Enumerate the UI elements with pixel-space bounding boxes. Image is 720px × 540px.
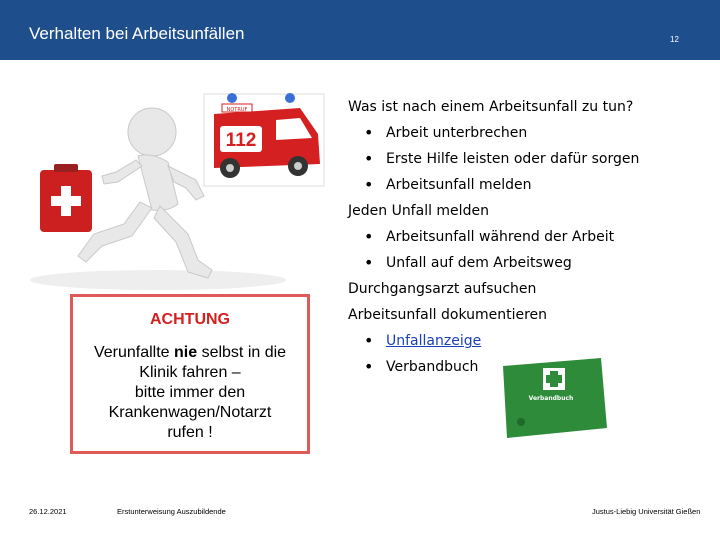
heading-report-accident: Jeden Unfall melden <box>348 203 489 219</box>
warning-text-post: selbst in die <box>197 344 287 361</box>
warning-line-2: Klinik fahren – <box>139 364 241 381</box>
bullet-icon: • <box>364 331 374 350</box>
warning-text <box>73 343 307 443</box>
content-list <box>348 97 698 383</box>
bullet-icon: • <box>364 227 374 246</box>
ambulance-icon <box>204 93 324 186</box>
page-number: 12 <box>670 35 679 44</box>
svg-text:112: 112 <box>225 130 257 151</box>
list-item-text: Arbeitsunfall während der Arbeit <box>386 229 615 245</box>
list-item-text: Erste Hilfe leisten oder dafür sorgen <box>386 151 640 167</box>
header-bar <box>0 0 720 60</box>
bullet-icon: • <box>364 357 374 376</box>
heading-document-accident: Arbeitsunfall dokumentieren <box>348 307 548 323</box>
svg-text:NOTRUF: NOTRUF <box>226 107 248 113</box>
warning-text-emphasis: nie <box>174 344 198 361</box>
warning-line-3: bitte immer den <box>134 384 246 401</box>
list-item <box>348 331 698 357</box>
list-item <box>348 149 698 175</box>
first-aid-kit-icon <box>40 164 92 232</box>
list-item <box>348 175 698 201</box>
bullet-icon: • <box>364 175 374 194</box>
list-item <box>348 253 698 279</box>
first-aid-book-icon <box>501 358 609 438</box>
accident-report-link[interactable]: Unfallanzeige <box>386 333 482 349</box>
footer-title: Erstunterweisung Auszubildende <box>117 507 226 516</box>
list-item-text: Arbeitsunfall melden <box>386 177 532 193</box>
bullet-icon: • <box>364 123 374 142</box>
footer-institution: Justus-Liebig Universität Gießen <box>592 507 701 516</box>
bullet-icon: • <box>364 253 374 272</box>
emergency-illustration <box>28 84 328 294</box>
heading-what-to-do: Was ist nach einem Arbeitsunfall zu tun? <box>348 99 634 115</box>
list-item <box>348 227 698 253</box>
list-item <box>348 123 698 149</box>
list-item-text: Unfall auf dem Arbeitsweg <box>386 255 572 271</box>
svg-text:Verbandbuch: Verbandbuch <box>528 395 574 402</box>
bullet-icon: • <box>364 149 374 168</box>
slide-title: Verhalten bei Arbeitsunfällen <box>29 24 245 43</box>
list-item-text: Arbeit unterbrechen <box>386 125 528 141</box>
warning-box <box>70 294 310 454</box>
footer-date: 26.12.2021 <box>29 507 67 516</box>
warning-text-pre: Verunfallte <box>93 344 174 361</box>
warning-line-5: rufen ! <box>167 424 213 441</box>
heading-see-doctor: Durchgangsarzt aufsuchen <box>348 281 537 297</box>
list-item-text: Verbandbuch <box>386 359 479 375</box>
running-figure-icon <box>78 108 212 278</box>
warning-title: ACHTUNG <box>150 311 230 328</box>
warning-line-4: Krankenwagen/Notarzt <box>108 404 272 421</box>
